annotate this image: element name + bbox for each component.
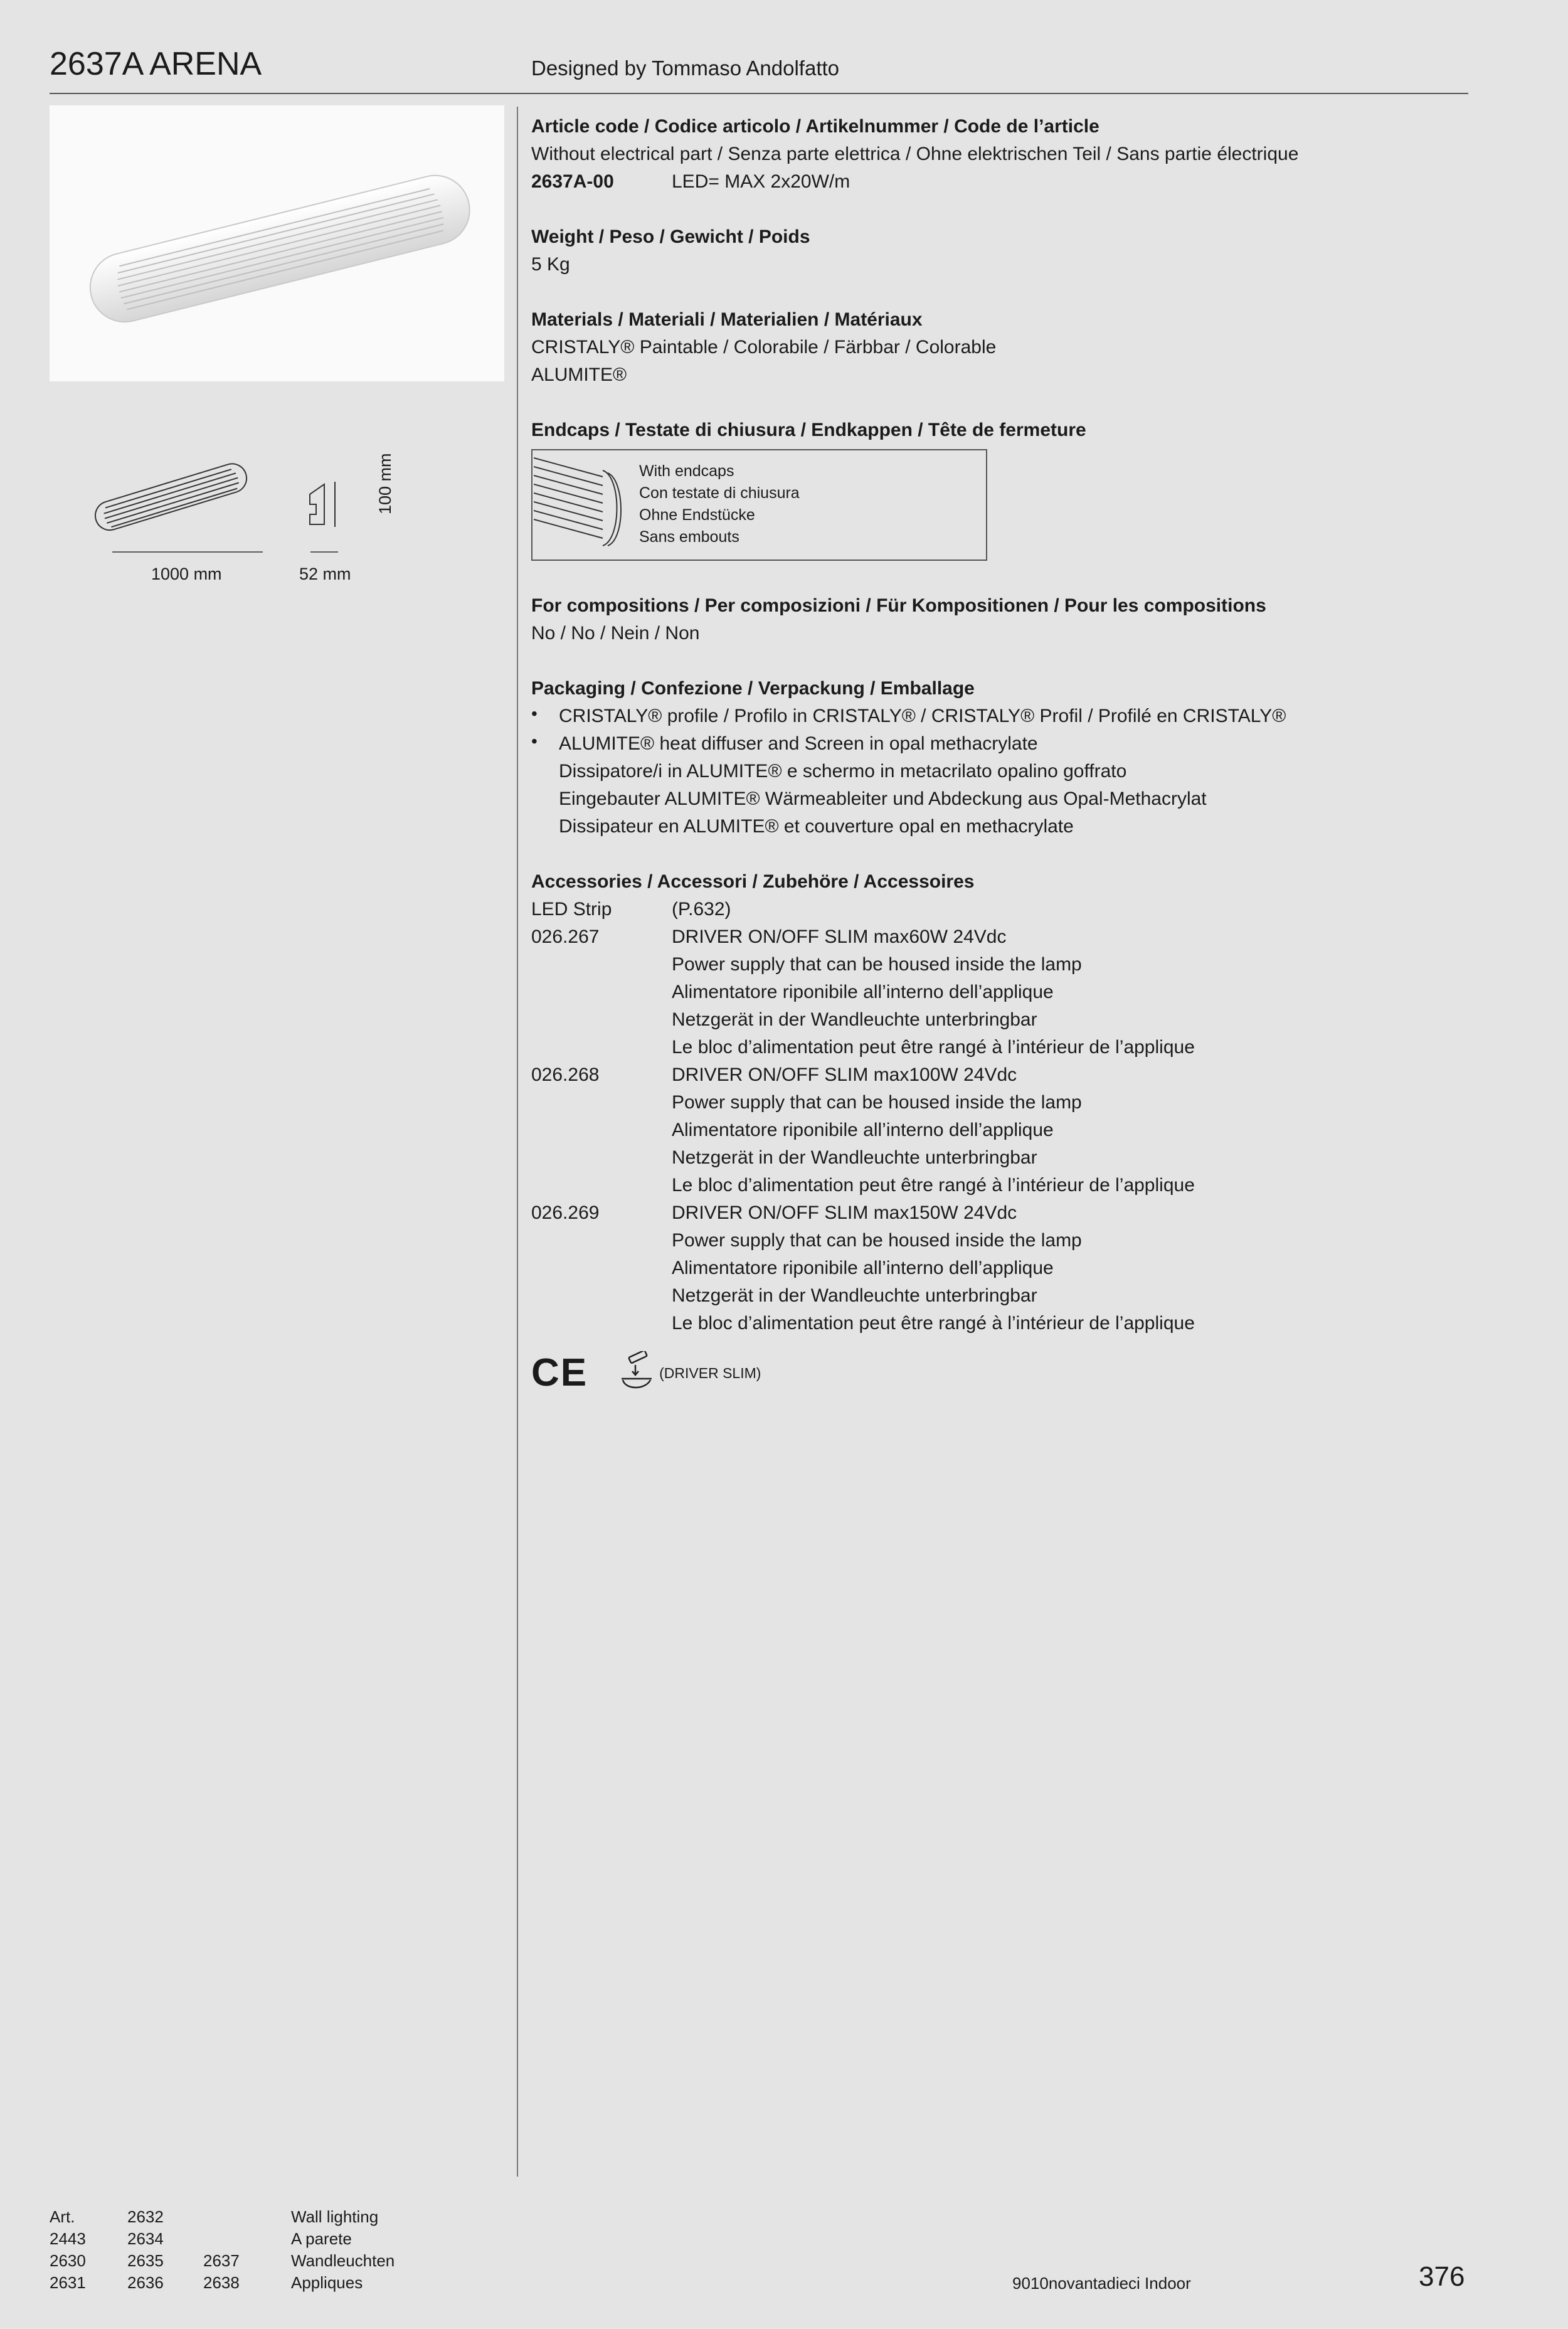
height-dimension: 100 mm [376, 453, 395, 514]
accessory-row [531, 1061, 1459, 1199]
column-divider [517, 107, 518, 2177]
footer-cell: Appliques [291, 2273, 363, 2292]
packaging-item-cont: Dissipatore/i in ALUMITE® e schermo in metacrilato opalino goffrato [559, 761, 1127, 782]
driver-slim-note: (DRIVER SLIM) [659, 1365, 761, 1381]
footer-index [50, 2206, 395, 2294]
footer-row [50, 2228, 395, 2250]
accessory-desc: Netzgerät in der Wandleuchte unterbringbar [672, 1147, 1037, 1168]
accessory-name: DRIVER ON/OFF SLIM max60W 24Vdc [672, 926, 1007, 947]
accessory-row [531, 1199, 1459, 1337]
accessory-row [531, 896, 1459, 923]
accessory-code: LED Strip [531, 899, 612, 920]
footer-cell: 2638 [203, 2273, 240, 2292]
article-code: 2637A-00 [531, 171, 614, 192]
endcap-line: Con testate di chiusura [639, 484, 800, 502]
materials-line: CRISTALY® Paintable / Colorabile / Färbbar / Colorable [531, 337, 997, 358]
accessory-name: DRIVER ON/OFF SLIM max150W 24Vdc [672, 1202, 1017, 1223]
footer-row [50, 2250, 395, 2272]
footer-cell: 2637 [203, 2251, 240, 2270]
accessory-code: 026.267 [531, 926, 600, 947]
endcap-line: Ohne Endstücke [639, 506, 755, 524]
accessory-desc: Alimentatore riponibile all’interno dell’applique [672, 1120, 1054, 1140]
endcap-line: Sans embouts [639, 528, 739, 546]
spec-column [531, 113, 1459, 1395]
footer-cell: 2636 [127, 2273, 164, 2292]
endcap-line: With endcaps [639, 462, 734, 480]
accessory-desc: Le bloc d’alimentation peut être rangé à l’intérieur de l’applique [672, 1313, 1195, 1334]
dimension-drawing [50, 414, 501, 602]
designer-credit: Designed by Tommaso Andolfatto [531, 56, 840, 80]
depth-dimension: 52 mm [299, 565, 351, 583]
driver-slim-icon [618, 1351, 655, 1395]
endcap-option [531, 449, 987, 561]
packaging-heading: Packaging / Confezione / Verpackung / Emballage [531, 678, 975, 699]
accessory-desc: Alimentatore riponibile all’interno dell’applique [672, 1258, 1054, 1278]
footer-cell [203, 2206, 291, 2228]
footer-cell: 2631 [50, 2273, 86, 2292]
footer-cell: Art. [50, 2207, 75, 2226]
footer-cell: 2630 [50, 2251, 86, 2270]
accessory-desc: Power supply that can be housed inside the lamp [672, 1230, 1082, 1251]
accessories-heading: Accessories / Accessori / Zubehöre / Accessoires [531, 871, 975, 892]
length-dimension: 1000 mm [151, 565, 222, 583]
footer-cell [203, 2228, 291, 2250]
accessory-row [531, 923, 1459, 1061]
accessory-desc: Netzgerät in der Wandleuchte unterbringbar [672, 1285, 1037, 1306]
accessory-desc: Alimentatore riponibile all’interno dell’applique [672, 982, 1054, 1002]
accessory-desc: Le bloc d’alimentation peut être rangé à l’intérieur de l’applique [672, 1037, 1195, 1058]
footer-cell: 2635 [127, 2251, 164, 2270]
footer-row [50, 2206, 395, 2228]
article-heading: Article code / Codice articolo / Artikelnummer / Code de l’article [531, 116, 1099, 137]
accessory-desc: Netzgerät in der Wandleuchte unterbringbar [672, 1009, 1037, 1030]
footer-cell: 2632 [127, 2207, 164, 2226]
accessory-code: 026.268 [531, 1064, 600, 1085]
article-row [531, 168, 1459, 196]
packaging-item: • ALUMITE® heat diffuser and Screen in opal methacrylate [531, 730, 1459, 758]
footer-cell: 2443 [50, 2229, 86, 2248]
materials-heading: Materials / Materiali / Materialien / Matériaux [531, 309, 923, 330]
packaging-item-cont: Eingebauter ALUMITE® Wärmeableiter und Abdeckung aus Opal-Methacrylat [559, 788, 1207, 809]
accessory-desc: (P.632) [672, 899, 731, 920]
accessory-name: DRIVER ON/OFF SLIM max100W 24Vdc [672, 1064, 1017, 1085]
brand-label: 9010novantadieci Indoor [1012, 2274, 1191, 2293]
header-divider [50, 93, 1468, 94]
weight-value: 5 Kg [531, 254, 570, 275]
accessory-code: 026.269 [531, 1202, 600, 1223]
product-title: 2637A ARENA [50, 46, 262, 82]
article-subtitle: Without electrical part / Senza parte elettrica / Ohne elektrischen Teil / Sans partie électrique [531, 144, 1299, 164]
product-photo [50, 105, 504, 381]
footer-cell: A parete [291, 2229, 352, 2248]
endcap-icon [534, 452, 628, 557]
packaging-list [531, 703, 1459, 841]
footer-row [50, 2272, 395, 2294]
materials-line: ALUMITE® [531, 364, 627, 385]
accessory-desc: Power supply that can be housed inside the lamp [672, 954, 1082, 975]
article-spec: LED= MAX 2x20W/m [672, 171, 850, 192]
accessory-desc: Le bloc d’alimentation peut être rangé à l’intérieur de l’applique [672, 1175, 1195, 1196]
compositions-heading: For compositions / Per composizioni / Für Kompositionen / Pour les compositions [531, 595, 1266, 616]
weight-heading: Weight / Peso / Gewicht / Poids [531, 226, 810, 247]
endcaps-heading: Endcaps / Testate di chiusura / Endkappen / Tête de fermeture [531, 420, 1086, 440]
packaging-item-cont: Dissipateur en ALUMITE® et couverture opal en methacrylate [559, 816, 1074, 837]
footer-cell: Wandleuchten [291, 2251, 395, 2270]
packaging-item: • CRISTALY® profile / Profilo in CRISTALY® / CRISTALY® Profil / Profilé en CRISTALY® [531, 703, 1459, 730]
ce-mark: CE [531, 1351, 588, 1394]
accessory-desc: Power supply that can be housed inside the lamp [672, 1092, 1082, 1113]
footer-cell: Wall lighting [291, 2207, 379, 2226]
certifications [531, 1351, 1459, 1395]
page-number: 376 [1419, 2261, 1465, 2292]
footer-cell: 2634 [127, 2229, 164, 2248]
compositions-value: No / No / Nein / Non [531, 623, 700, 644]
